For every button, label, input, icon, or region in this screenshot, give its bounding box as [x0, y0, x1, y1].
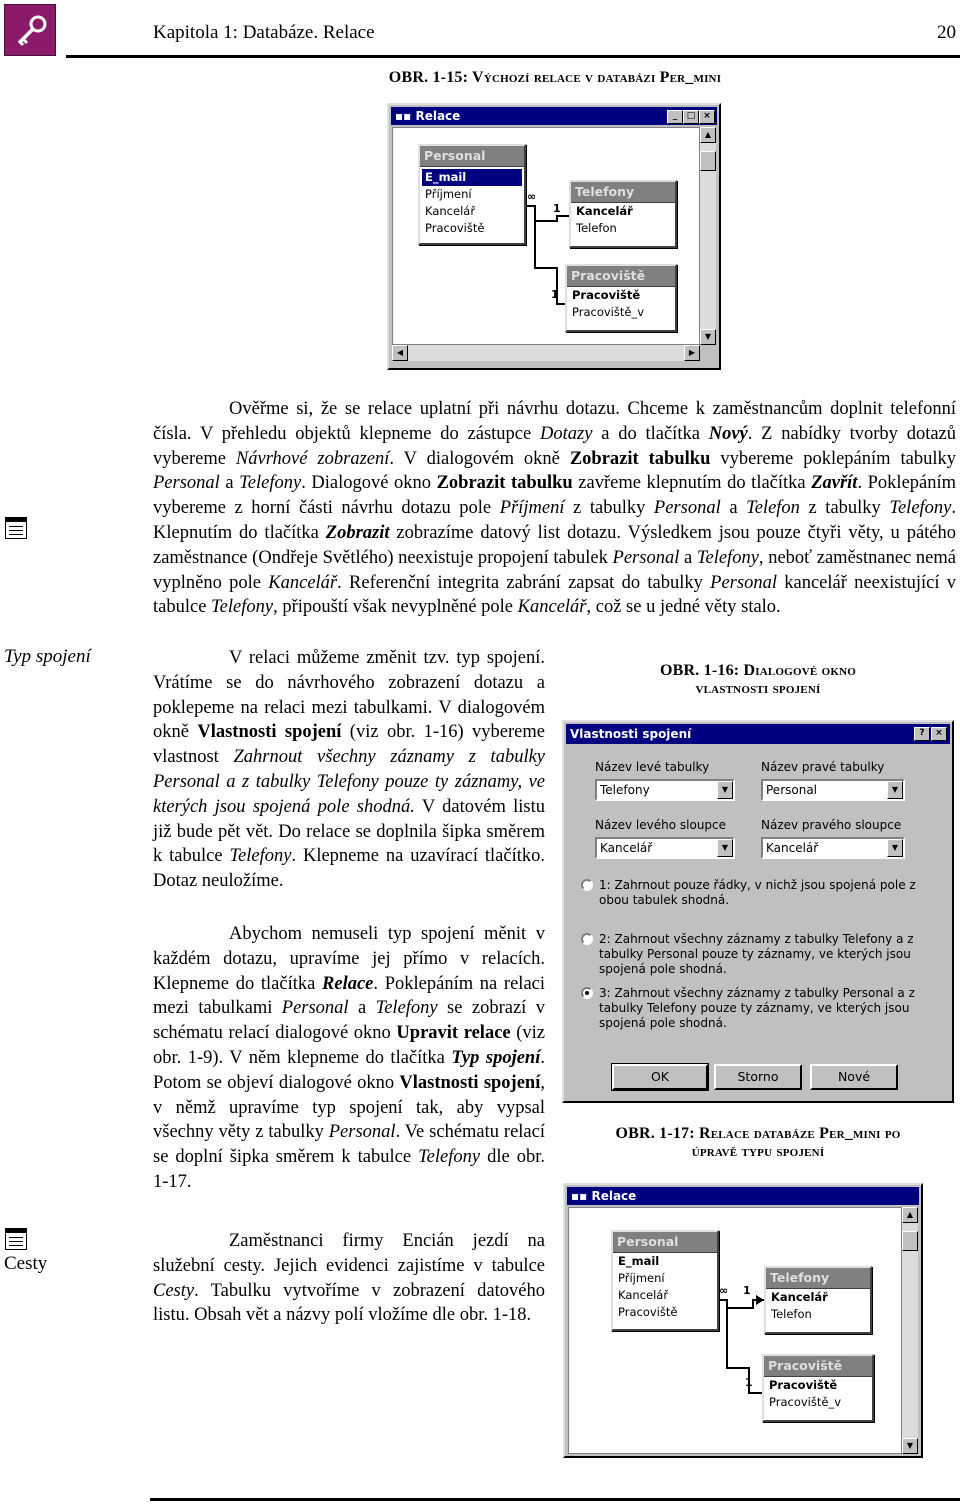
close-button[interactable]: ×	[699, 110, 715, 124]
minimize-button[interactable]: _	[667, 110, 683, 124]
right-column-label: Název pravého sloupce	[761, 818, 902, 832]
figure-1-17-caption	[560, 1125, 956, 1161]
field-item[interactable]: Kancelář	[771, 1290, 828, 1304]
field-item[interactable]: Pracoviště_v	[769, 1395, 841, 1409]
maximize-button[interactable]: □	[683, 110, 699, 124]
field-item[interactable]: Příjmení	[618, 1271, 665, 1285]
table-telefony[interactable]	[569, 180, 677, 248]
join-option-3-text: 3: Zahrnout všechny záznamy z tabulky Personal a z tabulky Telefony pouze ty záznamy, ve kterých jsou spojená pole shodná.	[599, 986, 915, 1030]
relace-window-2	[563, 1183, 923, 1458]
table-pracoviste[interactable]	[762, 1354, 874, 1422]
scroll-thumb[interactable]	[902, 1231, 918, 1251]
join-option-2-text: 2: Zahrnout všechny záznamy z tabulky Telefony a z tabulky Personal pouze ty záznamy, ve kterých jsou spojená pole shodná.	[599, 932, 914, 976]
relace-window	[387, 103, 721, 370]
relationship-canvas[interactable]	[568, 1207, 902, 1454]
selected-value: Kancelář	[766, 841, 819, 855]
relation-one-label: 1	[553, 202, 561, 215]
table-pracoviste[interactable]	[565, 264, 677, 332]
table-icon	[5, 517, 27, 539]
caption-line-1: OBR. 1-17: Relace databáze Per_mini po	[615, 1125, 901, 1142]
help-button[interactable]: ?	[914, 727, 930, 741]
relation-one-label: 1	[743, 1284, 751, 1297]
relation-many-label: ∞	[719, 1284, 729, 1297]
table-title: Telefony	[766, 1268, 870, 1289]
right-column-select[interactable]	[761, 837, 905, 859]
relationship-canvas[interactable]	[392, 127, 700, 345]
relation-many-label: ∞	[527, 190, 537, 203]
figure-1-15-caption	[300, 69, 810, 87]
relace-titlebar	[391, 107, 717, 125]
field-item[interactable]: Kancelář	[425, 204, 476, 218]
scroll-up-icon[interactable]: ▲	[700, 127, 716, 143]
table-telefony[interactable]	[764, 1266, 872, 1334]
table-title: Personal	[420, 146, 524, 167]
left-table-select[interactable]	[595, 779, 735, 801]
chevron-down-icon[interactable]: ▼	[887, 781, 903, 799]
selected-value: Kancelář	[600, 841, 653, 855]
cancel-button[interactable]: Storno	[714, 1064, 802, 1090]
dialog-titlebar	[566, 724, 950, 744]
vertical-scrollbar[interactable]	[902, 1207, 918, 1454]
scroll-up-icon[interactable]: ▲	[902, 1207, 918, 1223]
header-rule	[66, 55, 960, 58]
left-column-select[interactable]	[595, 837, 735, 859]
table-personal[interactable]	[611, 1230, 719, 1331]
field-item[interactable]: Pracoviště	[618, 1305, 678, 1319]
vertical-scrollbar[interactable]	[700, 127, 716, 345]
chevron-down-icon[interactable]: ▼	[717, 839, 733, 857]
paragraph-2: V relaci můžeme změnit tzv. typ spojení. Vrátíme se do návrhového zobrazení dotazu a poklepeme na relaci mezi tabulkami. V dialogovém okně Vlastnosti spojení (viz obr. 1-16) vybereme vlastnost Zahrnout všechny záznamy z tabulky Personal a z tabulky Telefony pouze ty záznamy, ve kterých jsou spojená pole shodná. V datovém listu již bude pět vět. Do relace se doplnila šipka směrem k tabulce Telefony. Klepneme na uzavírací tlačítko. Dotaz neuložíme.	[153, 648, 546, 892]
caption-line-1: OBR. 1-16: Dialogové okno	[659, 662, 856, 679]
scroll-down-icon[interactable]: ▼	[700, 329, 716, 345]
selected-value: Telefony	[600, 783, 650, 797]
left-table-label: Název levé tabulky	[595, 760, 710, 774]
field-item[interactable]: Kancelář	[576, 204, 633, 218]
field-item[interactable]: Příjmení	[425, 187, 472, 201]
field-item[interactable]: E_mail	[618, 1254, 660, 1268]
table-title: Personal	[613, 1232, 717, 1253]
figure-1-16-caption	[572, 662, 944, 698]
key-logo-icon	[4, 4, 56, 56]
sidebar-cesty: Cesty	[4, 1253, 48, 1274]
window-icon: ▪▪	[571, 1189, 592, 1203]
selected-value: Personal	[766, 783, 818, 797]
field-item[interactable]: Pracoviště	[769, 1378, 838, 1392]
right-table-label: Název pravé tabulky	[761, 760, 885, 774]
chevron-down-icon[interactable]: ▼	[887, 839, 903, 857]
caption-text: Výchozí relace v databázi Per_mini	[472, 69, 722, 86]
caption-prefix: OBR. 1-15:	[388, 69, 473, 86]
footer-rule	[150, 1498, 960, 1501]
field-item[interactable]: Pracoviště	[572, 288, 641, 302]
right-table-select[interactable]	[761, 779, 905, 801]
paragraph-1: Ověřme si, že se relace uplatní při návrhu dotazu. Chceme k zaměstnancům doplnit telefonní čísla. V přehledu objektů klepneme do zástupce Dotazy a do tlačítka Nový. Z nabídky tvorby dotazů vybereme Návrhové zobrazení. V dialogovém okně Zobrazit tabulku vybereme poklepáním tabulky Personal a Telefony. Dialogové okno Zobrazit tabulku zavřeme klepnutím do tlačítka Zavřít. Poklepáním vybereme z horní části návrhu dotazu pole Příjmení z tabulky Personal a Telefon z tabulky Telefony. Klepnutím do tlačítka Zobrazit zobrazíme datový list dotazu. Výsledkem jsou pouze čtyři věty, u pátého zaměstnance (Ondřeje Světlého) neexistuje propojení tabulek Personal a Telefony, neboť zaměstnanec nemá vyplněno pole Kancelář. Referenční integrita zabrání zapsat do tabulky Personal kancelář neexistující v tabulce Telefony, připouští však nevyplněné pole Kancelář, což se u jedné věty stalo.	[153, 399, 957, 618]
scroll-right-icon[interactable]: ▶	[684, 345, 700, 361]
join-option-2-radio[interactable]	[581, 933, 593, 945]
field-item[interactable]: E_mail	[422, 169, 522, 186]
window-title: Relace	[591, 1189, 637, 1203]
paragraph-4: Zaměstnanci firmy Encián jezdí na služební cesty. Jejich evidenci zajistíme v tabulce Cesty. Tabulku vytvoříme v zobrazení datového listu. Obsah vět a názvy polí vložíme dle obr. 1-18.	[153, 1231, 545, 1326]
join-option-1-radio[interactable]	[581, 879, 593, 891]
table-title: Telefony	[571, 182, 675, 203]
chevron-down-icon[interactable]: ▼	[717, 781, 733, 799]
field-item[interactable]: Telefon	[576, 221, 617, 235]
field-item[interactable]: Kancelář	[618, 1288, 669, 1302]
relation-one-label-2: 1	[551, 288, 559, 301]
close-button[interactable]: ×	[931, 727, 947, 741]
scroll-down-icon[interactable]: ▼	[902, 1438, 918, 1454]
paragraph-3: Abychom nemuseli typ spojení měnit v každém dotazu, upravíme jej přímo v relacích. Klepneme do tlačítka Relace. Poklepáním na relaci mezi tabulkami Personal a Telefony se zobrazí v schématu relací dialogové okno Upravit relace (viz obr. 1-9). V něm klepneme do tlačítka Typ spojení. Potom se objeví dialogové okno Vlastnosti spojení, v němž upravíme typ spojení tak, aby vypsal všechny věty z tabulky Personal. Ve schématu relací se doplní šipka směrem k tabulce Telefony dle obr. 1-17.	[153, 924, 546, 1192]
window-icon: ▪▪	[395, 109, 416, 123]
sidebar-typ-spojeni: Typ spojení	[4, 646, 91, 667]
horizontal-scrollbar[interactable]	[392, 345, 700, 361]
left-column-label: Název levého sloupce	[595, 818, 727, 832]
join-option-1-text: 1: Zahrnout pouze řádky, v nichž jsou spojená pole z obou tabulek shodná.	[599, 878, 916, 907]
relation-one-label-2: 1	[745, 1376, 753, 1389]
table-title: Pracoviště	[764, 1356, 872, 1377]
table-title: Pracoviště	[567, 266, 675, 287]
join-properties-dialog	[562, 720, 954, 1103]
page-number: 20	[937, 22, 956, 43]
window-title: Relace	[415, 109, 461, 123]
table-personal[interactable]	[418, 144, 526, 245]
scroll-left-icon[interactable]: ◀	[392, 345, 408, 361]
field-item[interactable]: Telefon	[771, 1307, 812, 1321]
table-icon	[5, 1228, 27, 1250]
scroll-thumb[interactable]	[700, 151, 716, 171]
field-item[interactable]: Pracoviště	[425, 221, 485, 235]
chapter-title: Kapitola 1: Databáze. Relace	[153, 22, 375, 43]
ok-button[interactable]: OK	[612, 1064, 708, 1090]
new-button[interactable]: Nové	[810, 1064, 898, 1090]
join-option-3-radio[interactable]	[581, 987, 593, 999]
relace-titlebar	[567, 1187, 919, 1205]
dialog-title: Vlastnosti spojení	[570, 727, 692, 741]
caption-line-2: vlastnosti spojení	[695, 680, 821, 697]
field-item[interactable]: Pracoviště_v	[572, 305, 644, 319]
caption-line-2: úpravě typu spojení	[691, 1143, 825, 1160]
